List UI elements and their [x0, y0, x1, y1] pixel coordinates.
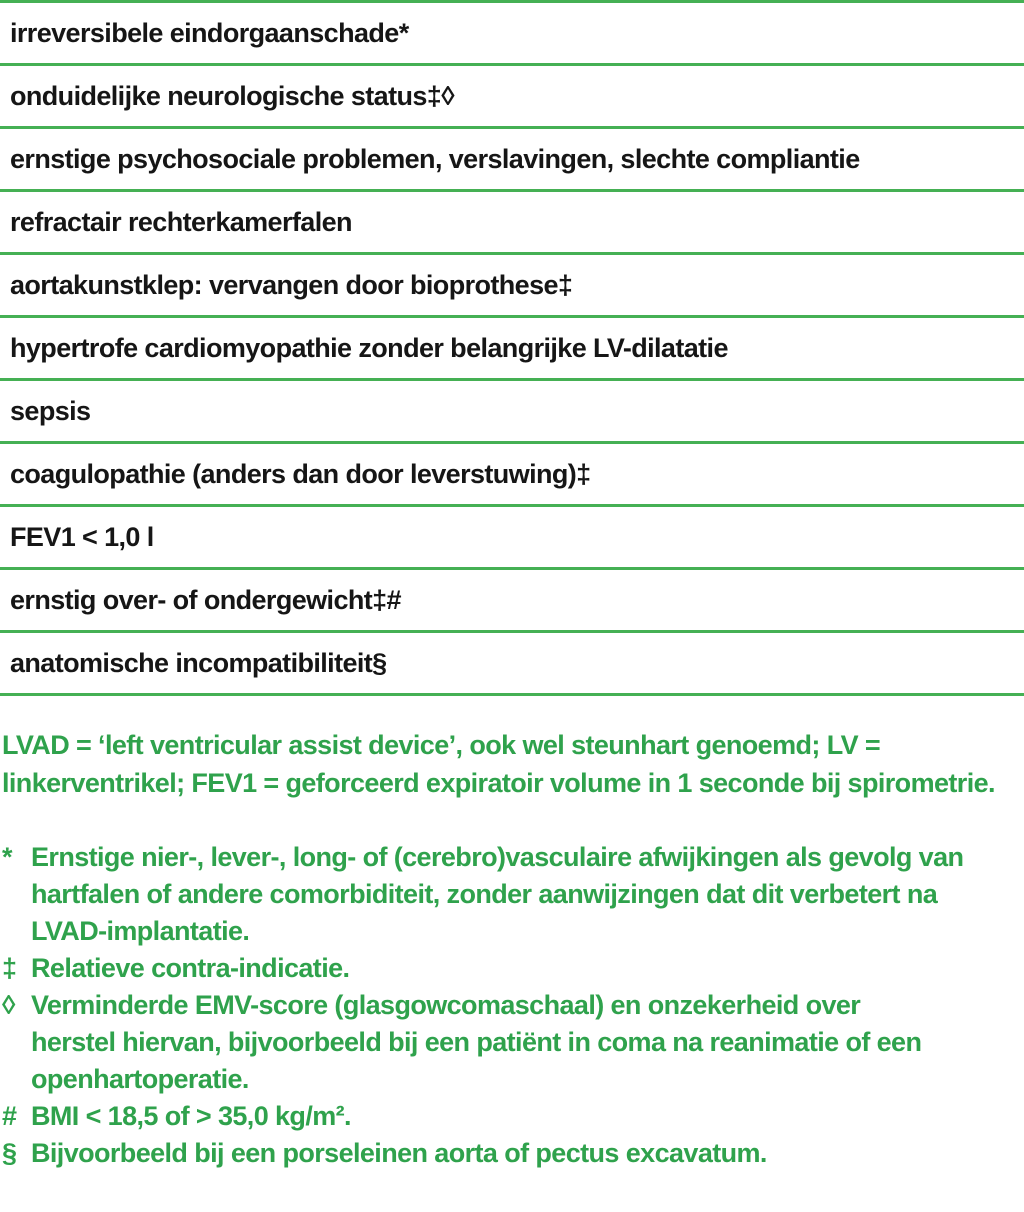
- footnote-asterisk: [0, 839, 1024, 950]
- footnote-line: hartfalen of andere comorbiditeit, zonder aanwijzingen dat dit verbetert na: [31, 879, 938, 909]
- table-row: [0, 507, 1024, 570]
- table-row: [0, 633, 1024, 696]
- table-row: [0, 570, 1024, 633]
- table-row-text: onduidelijke neurologische status‡◊: [10, 80, 454, 111]
- footnote-line: Verminderde EMV-score (glasgowcomaschaal) en onzekerheid over: [31, 990, 861, 1020]
- table-row-text: hypertrofe cardiomyopathie zonder belangrijke LV-dilatatie: [10, 332, 728, 363]
- footnote-line: herstel hiervan, bijvoorbeeld bij een patiënt in coma na reanimatie of een: [31, 1027, 922, 1057]
- footnote-marker: *: [2, 842, 13, 872]
- legend-line: LVAD = ‘left ventricular assist device’, ook wel steunhart genoemd; LV =: [2, 730, 881, 760]
- table-row: [0, 3, 1024, 66]
- table-row-text: coagulopathie (anders dan door leverstuwing)‡: [10, 458, 591, 489]
- table-row-text: irreversibele eindorgaanschade*: [10, 17, 409, 48]
- footnote-hash: [0, 1098, 1024, 1135]
- footnote-marker: §: [2, 1138, 18, 1168]
- footnote-lozenge: [0, 987, 1024, 1098]
- footnote-line: BMI < 18,5 of > 35,0 kg/m².: [31, 1101, 351, 1131]
- footnote-line: openhartoperatie.: [31, 1064, 249, 1094]
- table-row-text: refractair rechterkamerfalen: [10, 206, 352, 237]
- footnote-section: [0, 1135, 1024, 1172]
- table-row: [0, 129, 1024, 192]
- table-row-text: ernstig over- of ondergewicht‡#: [10, 584, 401, 615]
- abbreviations-legend: [0, 726, 1024, 802]
- table-row: [0, 381, 1024, 444]
- footnotes: [0, 839, 1024, 1172]
- footnote-line: Ernstige nier-, lever-, long- of (cerebro)vasculaire afwijkingen als gevolg van: [31, 842, 964, 872]
- footnote-line: LVAD-implantatie.: [31, 916, 250, 946]
- footnote-line: Bijvoorbeeld bij een porseleinen aorta of pectus excavatum.: [31, 1138, 767, 1168]
- footnote-marker: ‡: [2, 953, 18, 983]
- table-row: [0, 444, 1024, 507]
- table-row-text: anatomische incompatibiliteit§: [10, 647, 387, 678]
- table-row-text: aortakunstklep: vervangen door bioprothese‡: [10, 269, 573, 300]
- table-row-text: ernstige psychosociale problemen, verslavingen, slechte compliantie: [10, 143, 860, 174]
- footnote-marker: ◊: [2, 990, 16, 1020]
- table-row-text: FEV1 < 1,0 l: [10, 521, 154, 552]
- footnote-line: Relatieve contra-indicatie.: [31, 953, 350, 983]
- table-row: [0, 66, 1024, 129]
- footnote-marker: #: [2, 1101, 18, 1131]
- table-row-text: sepsis: [10, 395, 91, 426]
- table-row: [0, 318, 1024, 381]
- legend-line: linkerventrikel; FEV1 = geforceerd expiratoir volume in 1 seconde bij spirometrie.: [2, 768, 995, 798]
- table-row: [0, 192, 1024, 255]
- footnote-double-dagger: [0, 950, 1024, 987]
- table-row: [0, 255, 1024, 318]
